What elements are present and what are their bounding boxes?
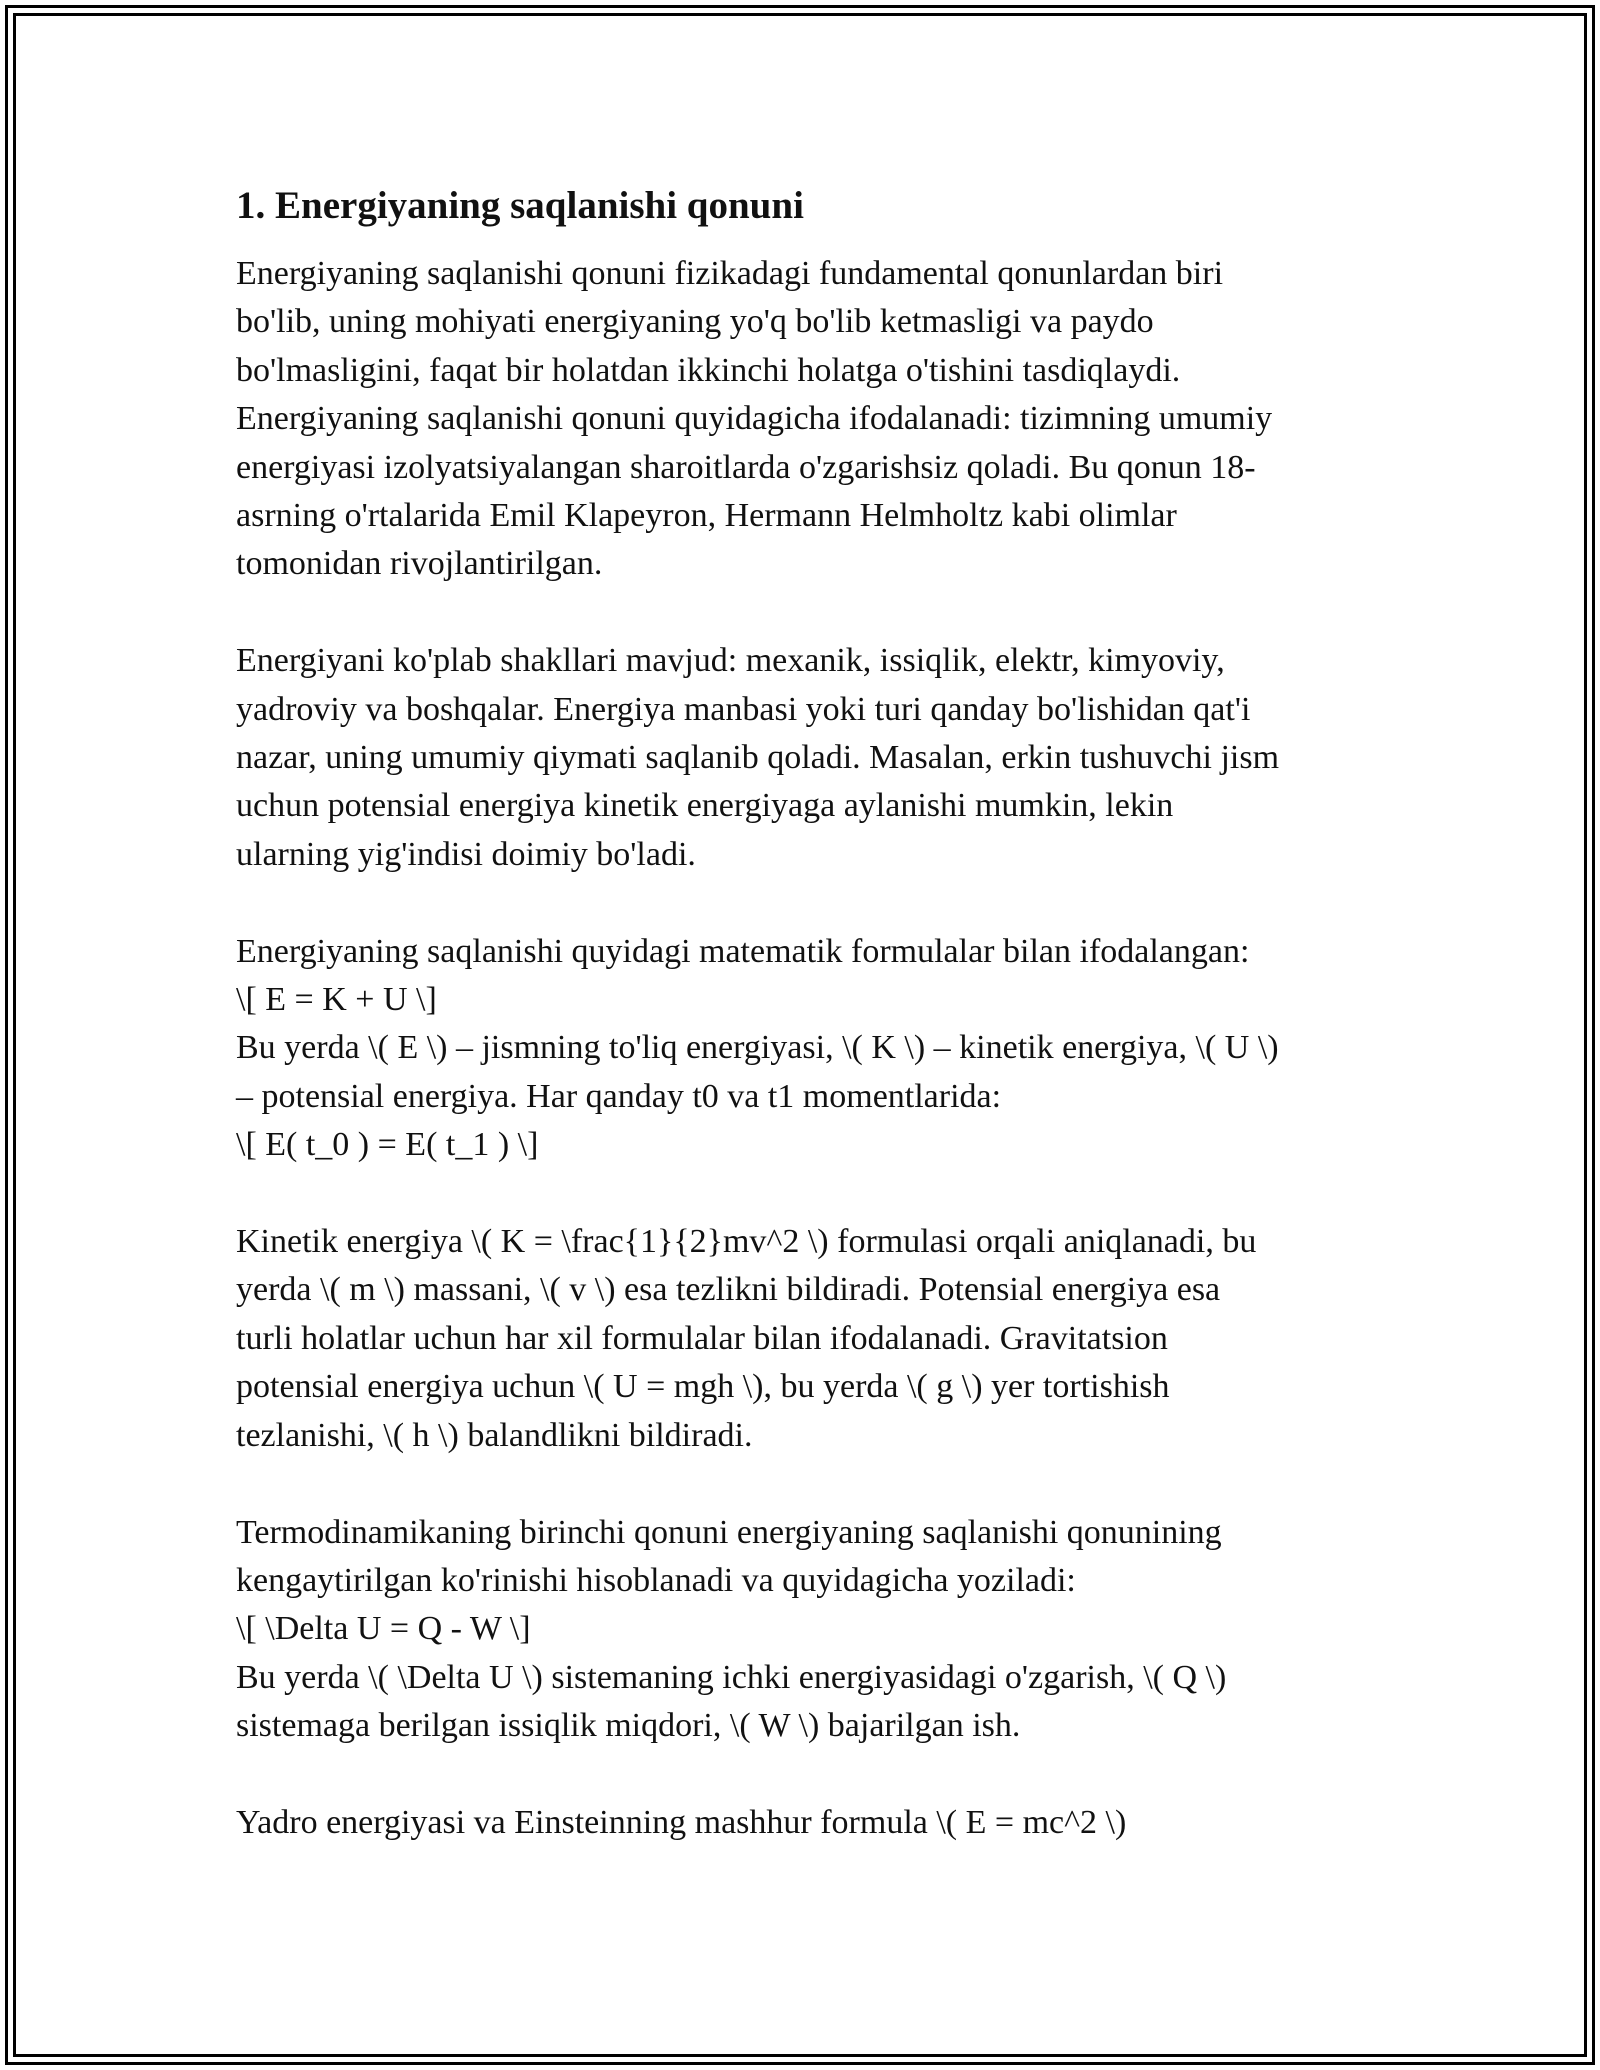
text-line: yerda \( m \) massani, \( v \) esa tezlikni bildiradi. Potensial energiya esa [236,1271,1221,1309]
text-line: Termodinamikaning birinchi qonuni energiyaning saqlanishi qonunining [236,1513,1222,1551]
paragraph-gap [236,1170,1366,1218]
text-line: – potensial energiya. Har qanday t0 va t1 momentlarida: [236,1077,1002,1115]
text-line: turli holatlar uchun har xil formulalar bilan ifodalanadi. Gravitatsion [236,1319,1168,1357]
text-line: energiyasi izolyatsiyalangan sharoitlarda o'zgarishsiz qoladi. Bu qonun 18- [236,448,1256,486]
text-line: nazar, uning umumiy qiymati saqlanib qoladi. Masalan, erkin tushuvchi jism [236,739,1280,777]
paragraph-3 [236,928,1366,1170]
formula-line: \[ E = K + U \] [236,981,437,1019]
text-line: bo'lib, uning mohiyati energiyaning yo'q bo'lib ketmasligi va paydo [236,303,1154,341]
document-body [236,180,1366,1847]
paragraph-4 [236,1218,1366,1460]
formula-line: \[ E( t_0 ) = E( t_1 ) \] [236,1126,539,1164]
paragraph-gap [236,879,1366,927]
formula-line: \[ \Delta U = Q - W \] [236,1610,531,1648]
text-line: asrning o'rtalarida Emil Klapeyron, Hermann Helmholtz kabi olimlar [236,497,1177,535]
text-line: Bu yerda \( \Delta U \) sistemaning ichki energiyasidagi o'zgarish, \( Q \) [236,1658,1227,1696]
text-line: Energiyaning saqlanishi qonuni quyidagicha ifodalanadi: tizimning umumiy [236,400,1273,438]
text-line: Yadro energiyasi va Einsteinning mashhur formula \( E = mc^2 \) [236,1803,1127,1841]
text-line: Bu yerda \( E \) – jismning to'liq energiyasi, \( K \) – kinetik energiya, \( U \) [236,1029,1279,1067]
paragraph-1 [236,250,1366,589]
text-line: tomonidan rivojlantirilgan. [236,545,603,583]
text-line: bo'lmasligini, faqat bir holatdan ikkinchi holatga o'tishini tasdiqlaydi. [236,351,1181,389]
paragraph-6 [236,1799,1366,1847]
text-line: Energiyaning saqlanishi quyidagi matematik formulalar bilan ifodalangan: [236,932,1250,970]
text-line: uchun potensial energiya kinetik energiyaga aylanishi mumkin, lekin [236,787,1174,825]
text-line: Kinetik energiya \( K = \frac{1}{2}mv^2 \) formulasi orqali aniqlanadi, bu [236,1223,1257,1261]
paragraph-2 [236,637,1366,879]
text-line: Energiyani ko'plab shakllari mavjud: mexanik, issiqlik, elektr, kimyoviy, [236,642,1225,680]
section-heading: 1. Energiyaning saqlanishi qonuni [236,184,804,227]
text-line: potensial energiya uchun \( U = mgh \), bu yerda \( g \) yer tortishish [236,1368,1170,1406]
text-line: Energiyaning saqlanishi qonuni fizikadagi fundamental qonunlardan biri [236,255,1224,292]
paragraph-gap [236,1460,1366,1508]
paragraph-gap [236,589,1366,637]
paragraph-gap [236,1751,1366,1799]
text-line: yadroviy va boshqalar. Energiya manbasi yoki turi qanday bo'lishidan qat'i [236,690,1251,728]
text-line: tezlanishi, \( h \) balandlikni bildiradi. [236,1416,753,1454]
paragraph-5 [236,1509,1366,1751]
text-line: kengaytirilgan ko'rinishi hisoblanadi va quyidagicha yoziladi: [236,1561,1076,1599]
text-line: ularning yig'indisi doimiy bo'ladi. [236,835,696,873]
text-line: sistemaga berilgan issiqlik miqdori, \( W \) bajarilgan ish. [236,1707,1021,1745]
